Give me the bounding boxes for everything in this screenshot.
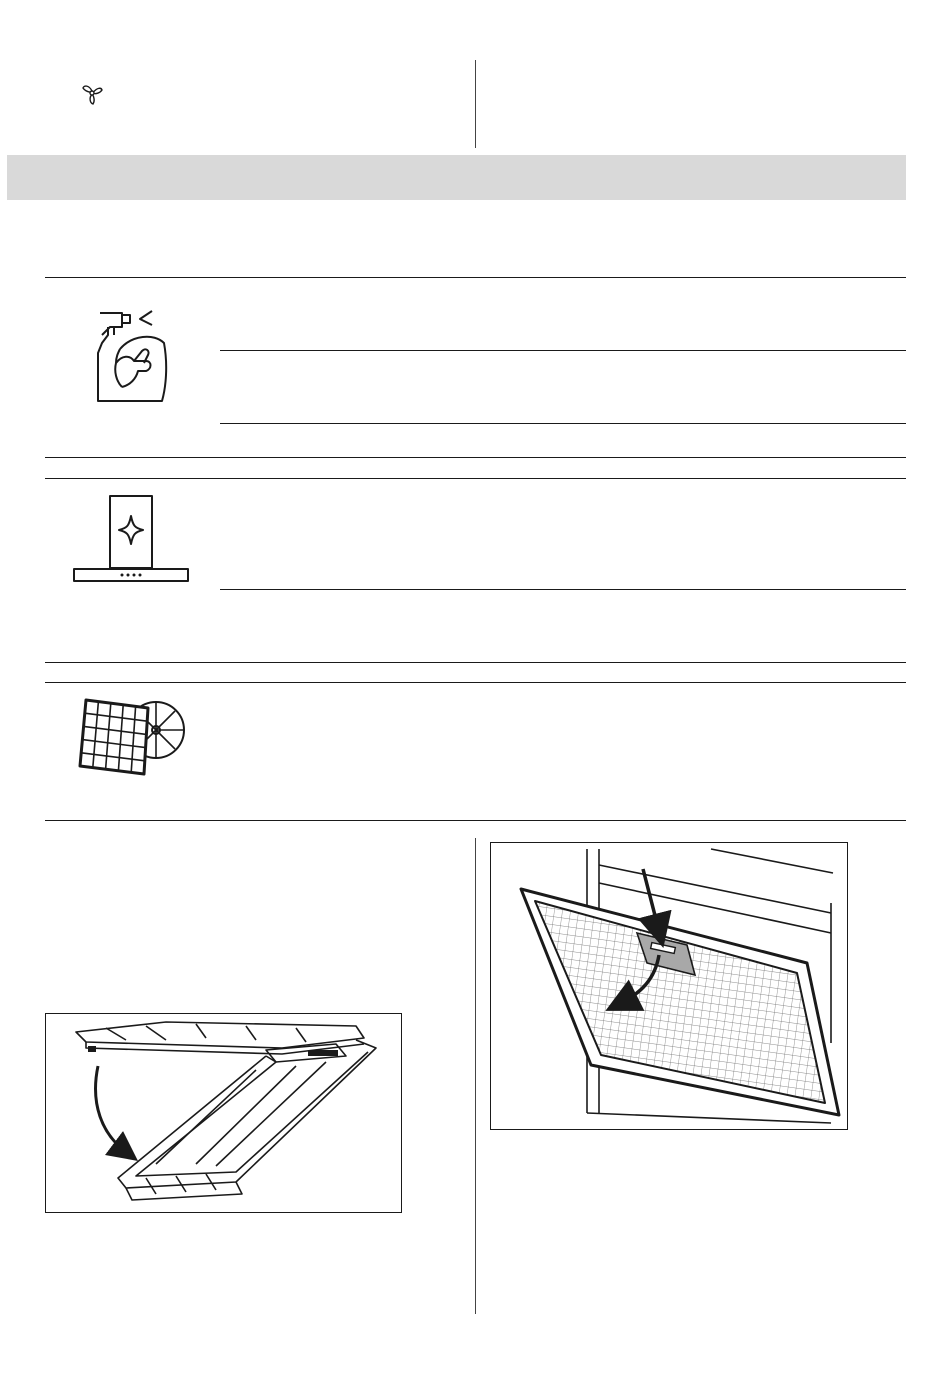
filter-swing-down-illustration	[46, 1014, 401, 1212]
hood-sparkle-icon	[72, 490, 190, 586]
section-rule-top-3	[45, 682, 906, 683]
figure-filter-release-latch	[490, 842, 848, 1130]
section-rule-top-2	[45, 478, 906, 479]
filter-latch-release-illustration	[491, 843, 847, 1129]
column-divider	[475, 838, 476, 1314]
header-fan-icon	[80, 82, 104, 108]
section-heading-band	[7, 155, 906, 200]
filter-grid-icon	[78, 694, 188, 776]
header-divider	[475, 60, 476, 148]
section-rule-bottom-3	[45, 820, 906, 821]
section-1-sub-rule-2	[220, 423, 906, 424]
spray-cloth-icon	[92, 305, 170, 407]
section-rule-bottom-2	[45, 662, 906, 663]
section-rule-top-1	[45, 277, 906, 278]
section-1-sub-rule-1	[220, 350, 906, 351]
section-rule-bottom-1	[45, 457, 906, 458]
section-2-sub-rule-1	[220, 589, 906, 590]
figure-filter-swing-down	[45, 1013, 402, 1213]
